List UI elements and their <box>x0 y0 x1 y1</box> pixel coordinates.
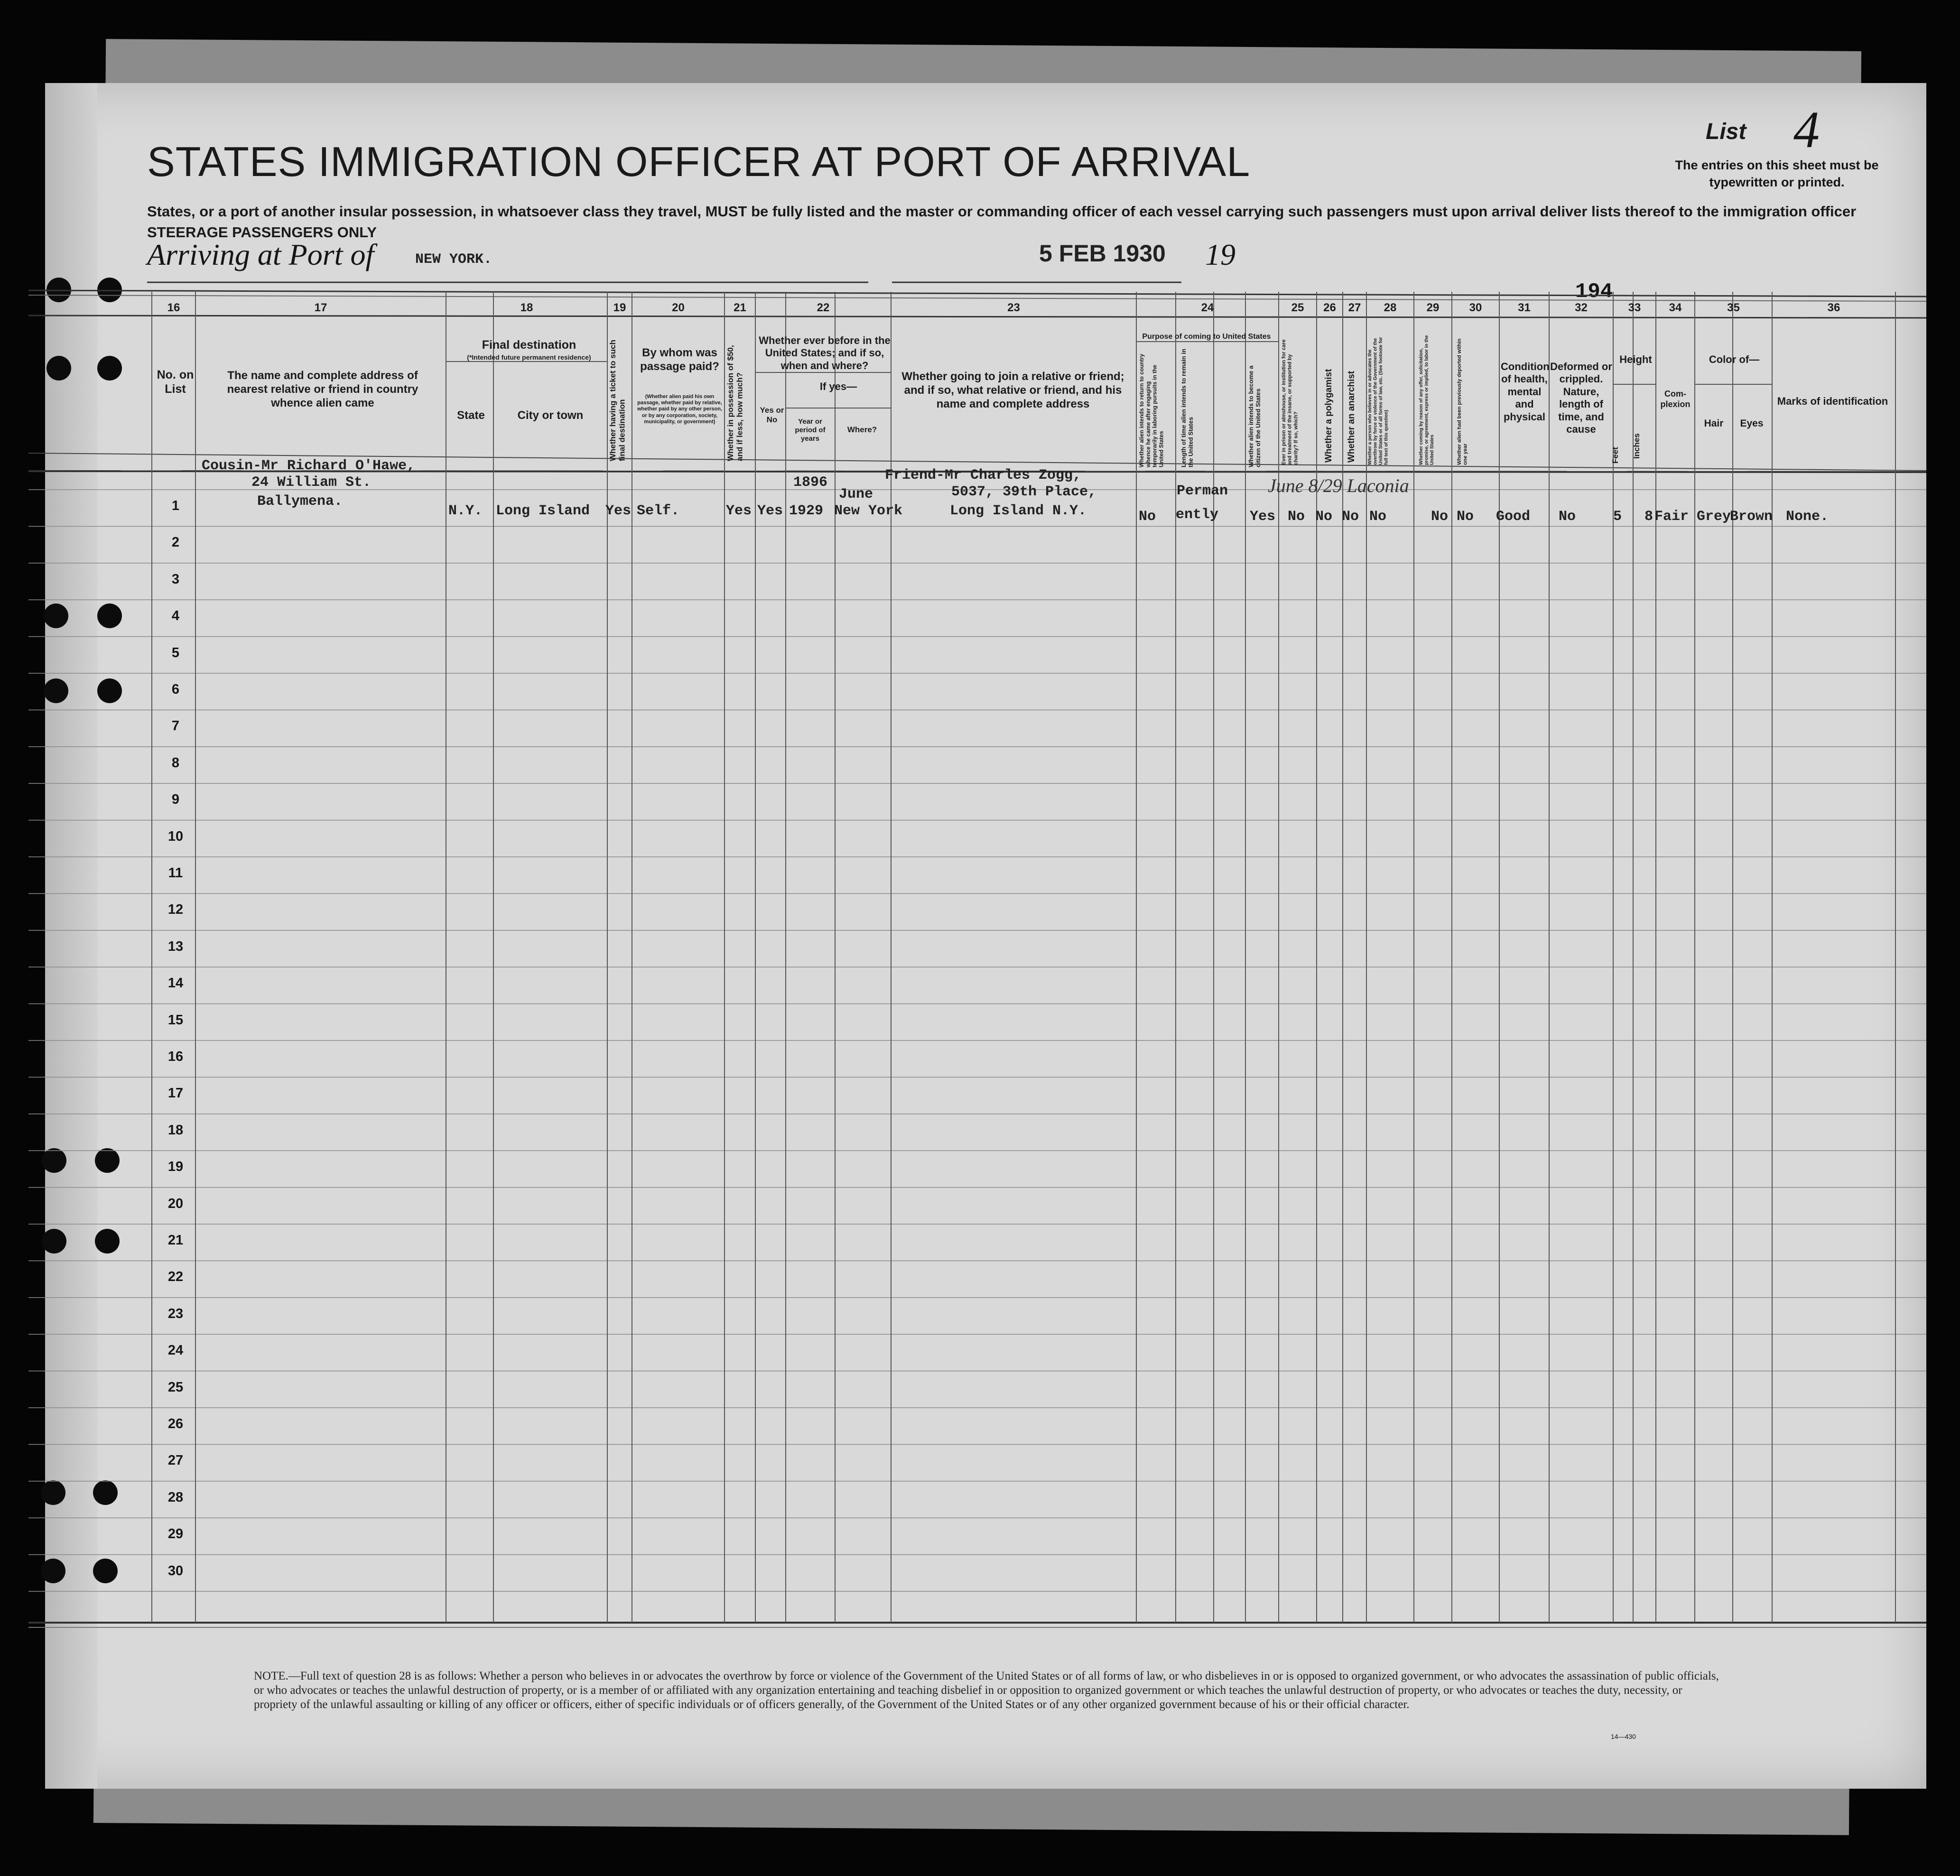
feet-value: 5 <box>1613 509 1622 525</box>
heading-citizen-intent: Whether alien intends to become a citizen of the United States <box>1247 365 1262 467</box>
list-label: List <box>1706 119 1746 144</box>
column-number: 22 <box>817 301 830 314</box>
heading-final-destination: Final destination <box>482 338 576 352</box>
column-number: 36 <box>1827 301 1840 314</box>
state-value: N.Y. <box>448 503 483 519</box>
paid-by-value: Self. <box>637 503 680 519</box>
heading-health: Condition of health, mental and physical <box>1501 361 1550 423</box>
column-number: 34 <box>1669 301 1682 314</box>
column-number: 25 <box>1291 301 1304 314</box>
where-value-2: New York <box>834 503 903 519</box>
heading-return-intent: Whether alien intends to return to country whence he came after engaging temporarily in laboring pursuits in the United States <box>1138 353 1165 467</box>
money-value: Yes <box>726 503 752 519</box>
row-number: 9 <box>171 792 180 808</box>
row-number: 22 <box>167 1269 184 1285</box>
row-number: 4 <box>171 608 180 624</box>
row-number: 1 <box>171 498 180 513</box>
heading-year-period: Year or period of years <box>795 418 826 443</box>
year-prefix: 19 <box>1205 238 1235 271</box>
hair-value: Grey <box>1697 509 1731 525</box>
column-number: 20 <box>672 301 685 314</box>
row-number: 16 <box>167 1049 184 1064</box>
row-number: 15 <box>167 1012 184 1028</box>
heading-passage-paid: By whom was passage paid? <box>640 346 719 373</box>
heading-height: Height <box>1619 353 1652 365</box>
heading-money: Whether in possession of $50, and if less, how much? <box>726 345 744 461</box>
row-number: 11 <box>168 865 183 881</box>
port-value: NEW YORK. <box>415 251 492 268</box>
column-number: 27 <box>1348 301 1361 314</box>
heading-join-relative: Whether going to join a relative or friend; and if so, what relative or friend, and his name and complete address <box>901 370 1124 410</box>
ever-before-value: Yes <box>757 503 783 519</box>
column-number: 16 <box>167 301 180 314</box>
page-title: STATES IMMIGRATION OFFICER AT PORT OF ARRIVAL <box>147 138 1251 185</box>
heading-prison: Ever in prison or almshouse, or institution for care and treatment of the insane, or supported by charity? If so, which? <box>1281 339 1299 465</box>
citizen-value: Yes <box>1250 509 1276 525</box>
join-line-2: 5037, 39th Place, <box>951 484 1097 500</box>
row-number: 30 <box>167 1563 184 1579</box>
anarchist-value: No <box>1342 509 1359 525</box>
column-number: 18 <box>520 301 533 314</box>
marks-value: None. <box>1786 509 1829 525</box>
row-number: 25 <box>167 1379 184 1395</box>
heading-anarchist: Whether an anarchist <box>1347 371 1356 463</box>
year-value-1: 1896 <box>793 474 828 491</box>
sheet-instruction: The entries on this sheet must be typewritten or printed. <box>1675 158 1879 189</box>
page-subtitle: States, or a port of another insular possession, in whatsoever class they travel, MUST be fully listed and the master or commanding officer of each vessel carrying such passengers must upon arrival deliver lists thereof to the immigration officer <box>147 203 1857 220</box>
row-number: 10 <box>167 828 184 844</box>
row-number: 20 <box>167 1196 184 1211</box>
heading-deformed: Deformed or crippled. Nature, length of time, and cause <box>1550 361 1612 435</box>
column-number: 30 <box>1469 301 1482 314</box>
polygamist-value: No <box>1315 509 1333 525</box>
length-line-2: ently <box>1176 507 1219 523</box>
heading-ticket: Whether having a ticket to such final destination <box>608 340 627 461</box>
heading-offer: Whether coming by reason of any offer, solicitation, promise, or agreement, express or implied, to labor in the United States <box>1419 335 1435 465</box>
heading-feet: Feet <box>1611 447 1620 464</box>
relative-line-1: Cousin-Mr Richard O'Hawe, <box>202 458 416 474</box>
heading-overthrow: Whether a person who believes in or advocates the overthrow by force or violence of the Government of the United States or of all forms of law, etc. (See footnote for full text of this question) <box>1367 337 1389 465</box>
heading-yes-or-no: Yes or No <box>760 406 784 425</box>
row-number: 17 <box>167 1086 184 1101</box>
heading-passage-paid-note: (Whether alien paid his own passage, whether paid by relative, whether paid by any other person, or by any corporation, society, municipality, or government) <box>637 394 723 425</box>
column-number: 21 <box>734 301 746 314</box>
join-line-3: Long Island N.Y. <box>950 503 1087 519</box>
form-number: 14—430 <box>1611 1733 1636 1740</box>
row-number: 2 <box>171 535 180 550</box>
column-number: 31 <box>1518 301 1531 314</box>
footnote: NOTE.—Full text of question 28 is as follows: Whether a person who believes in or advocates the overthrow by force or violence of the Government of the United States or of all forms of law, or who disbelieves in or is opposed to organized government, or who advocates the assassination of public officials, or who advocates or teaches the unlawful destruction of property, or is a member of or affiliated with any organization entertaining and teaching disbelief in or opposition to organized government or which teaches the unlawful destruction of property, or who advocates or teaches the duty, necessity, or propriety of the unlawful assaulting or killing of any officer or officers, either of specific individuals or of officers generally, of the Government of the United States or of any other organized government because of his or their official character. <box>254 1670 1719 1711</box>
column-number: 29 <box>1426 301 1440 314</box>
row-number: 21 <box>167 1233 184 1248</box>
heading-inches: Inches <box>1632 433 1641 459</box>
row-number: 3 <box>171 571 180 587</box>
column-number: 23 <box>1007 301 1020 314</box>
row-number: 6 <box>171 682 180 697</box>
join-line-1: Friend-Mr Charles Zogg, <box>885 467 1082 483</box>
column-number: 32 <box>1575 301 1588 314</box>
column-number: 35 <box>1727 301 1740 314</box>
heading-state: State <box>457 409 485 422</box>
row-number: 12 <box>167 902 184 918</box>
heading-eyes: Eyes <box>1740 418 1764 429</box>
heading-city: City or town <box>517 409 584 422</box>
year-value-2: 1929 <box>789 503 824 519</box>
row-number: 13 <box>167 938 184 954</box>
row-number: 19 <box>167 1159 184 1175</box>
heading-color-of: Color of— <box>1709 353 1760 365</box>
heading-hair: Hair <box>1704 418 1724 429</box>
heading-final-destination-note: (*Intended future permanent residence) <box>467 353 591 361</box>
heading-complexion: Com-plexion <box>1660 389 1691 409</box>
row-number: 14 <box>167 975 184 991</box>
row-number: 24 <box>167 1343 184 1358</box>
column-number: 24 <box>1201 301 1214 314</box>
heading-length-of-stay: Length of time alien intends to remain in the United States <box>1180 349 1194 467</box>
heading-nearest-relative: The name and complete address of nearest relative or friend in country whence alien came <box>227 369 418 409</box>
city-value: Long Island <box>496 503 590 519</box>
ticket-value: Yes <box>605 503 632 519</box>
heading-deported: Whether alien had been previously deported within one year <box>1457 338 1468 465</box>
heading-ever-before: Whether ever before in the United States; and if so, when and where? <box>759 334 891 371</box>
where-value-1: June <box>839 486 873 502</box>
row-number: 23 <box>167 1306 184 1321</box>
row-number: 29 <box>167 1526 184 1542</box>
relative-line-2: 24 William St. <box>251 474 372 491</box>
relative-line-3: Ballymena. <box>257 493 343 510</box>
stamp-number: 194 <box>1575 280 1613 304</box>
inches-value: 8 <box>1644 509 1653 525</box>
column-number: 17 <box>314 301 327 314</box>
length-line-1: Perman <box>1177 483 1228 499</box>
deformed-value: No <box>1559 509 1576 525</box>
grid-line <box>28 316 1926 318</box>
overthrow-value: No <box>1369 509 1387 525</box>
heading-where: Where? <box>847 425 877 434</box>
heading-marks: Marks of identification <box>1777 395 1888 407</box>
column-number: 26 <box>1323 301 1336 314</box>
row-number: 7 <box>171 718 180 734</box>
row-number: 8 <box>171 755 180 771</box>
passenger-class: STEERAGE PASSENGERS ONLY <box>147 224 377 241</box>
arriving-label: Arriving at Port of <box>147 238 374 271</box>
column-number: 33 <box>1628 301 1641 314</box>
complexion-value: Fair <box>1654 509 1689 525</box>
deported-value: No <box>1457 509 1474 525</box>
handwritten-annotation: June 8/29 Laconia <box>1268 475 1409 496</box>
list-number: 4 <box>1793 101 1820 158</box>
heading-no-on-list: No. on List <box>157 368 194 396</box>
column-number: 19 <box>613 301 626 314</box>
row-number: 18 <box>167 1122 184 1138</box>
health-value: Good <box>1496 509 1531 525</box>
row-number: 26 <box>167 1416 184 1431</box>
offer-value: No <box>1431 509 1449 525</box>
heading-purpose: Purpose of coming to United States <box>1142 333 1271 341</box>
prison-value: No <box>1288 509 1305 525</box>
row-number: 28 <box>167 1489 184 1505</box>
row-number: 27 <box>167 1453 184 1468</box>
eyes-value: Brown <box>1730 509 1773 525</box>
heading-if-yes: If yes— <box>819 381 857 392</box>
column-number: 28 <box>1384 301 1397 314</box>
return-intent-value: No <box>1139 509 1156 525</box>
row-number: 5 <box>171 645 180 660</box>
heading-polygamist: Whether a polygamist <box>1324 369 1334 463</box>
arrival-date: 5 FEB 1930 <box>1039 240 1166 267</box>
